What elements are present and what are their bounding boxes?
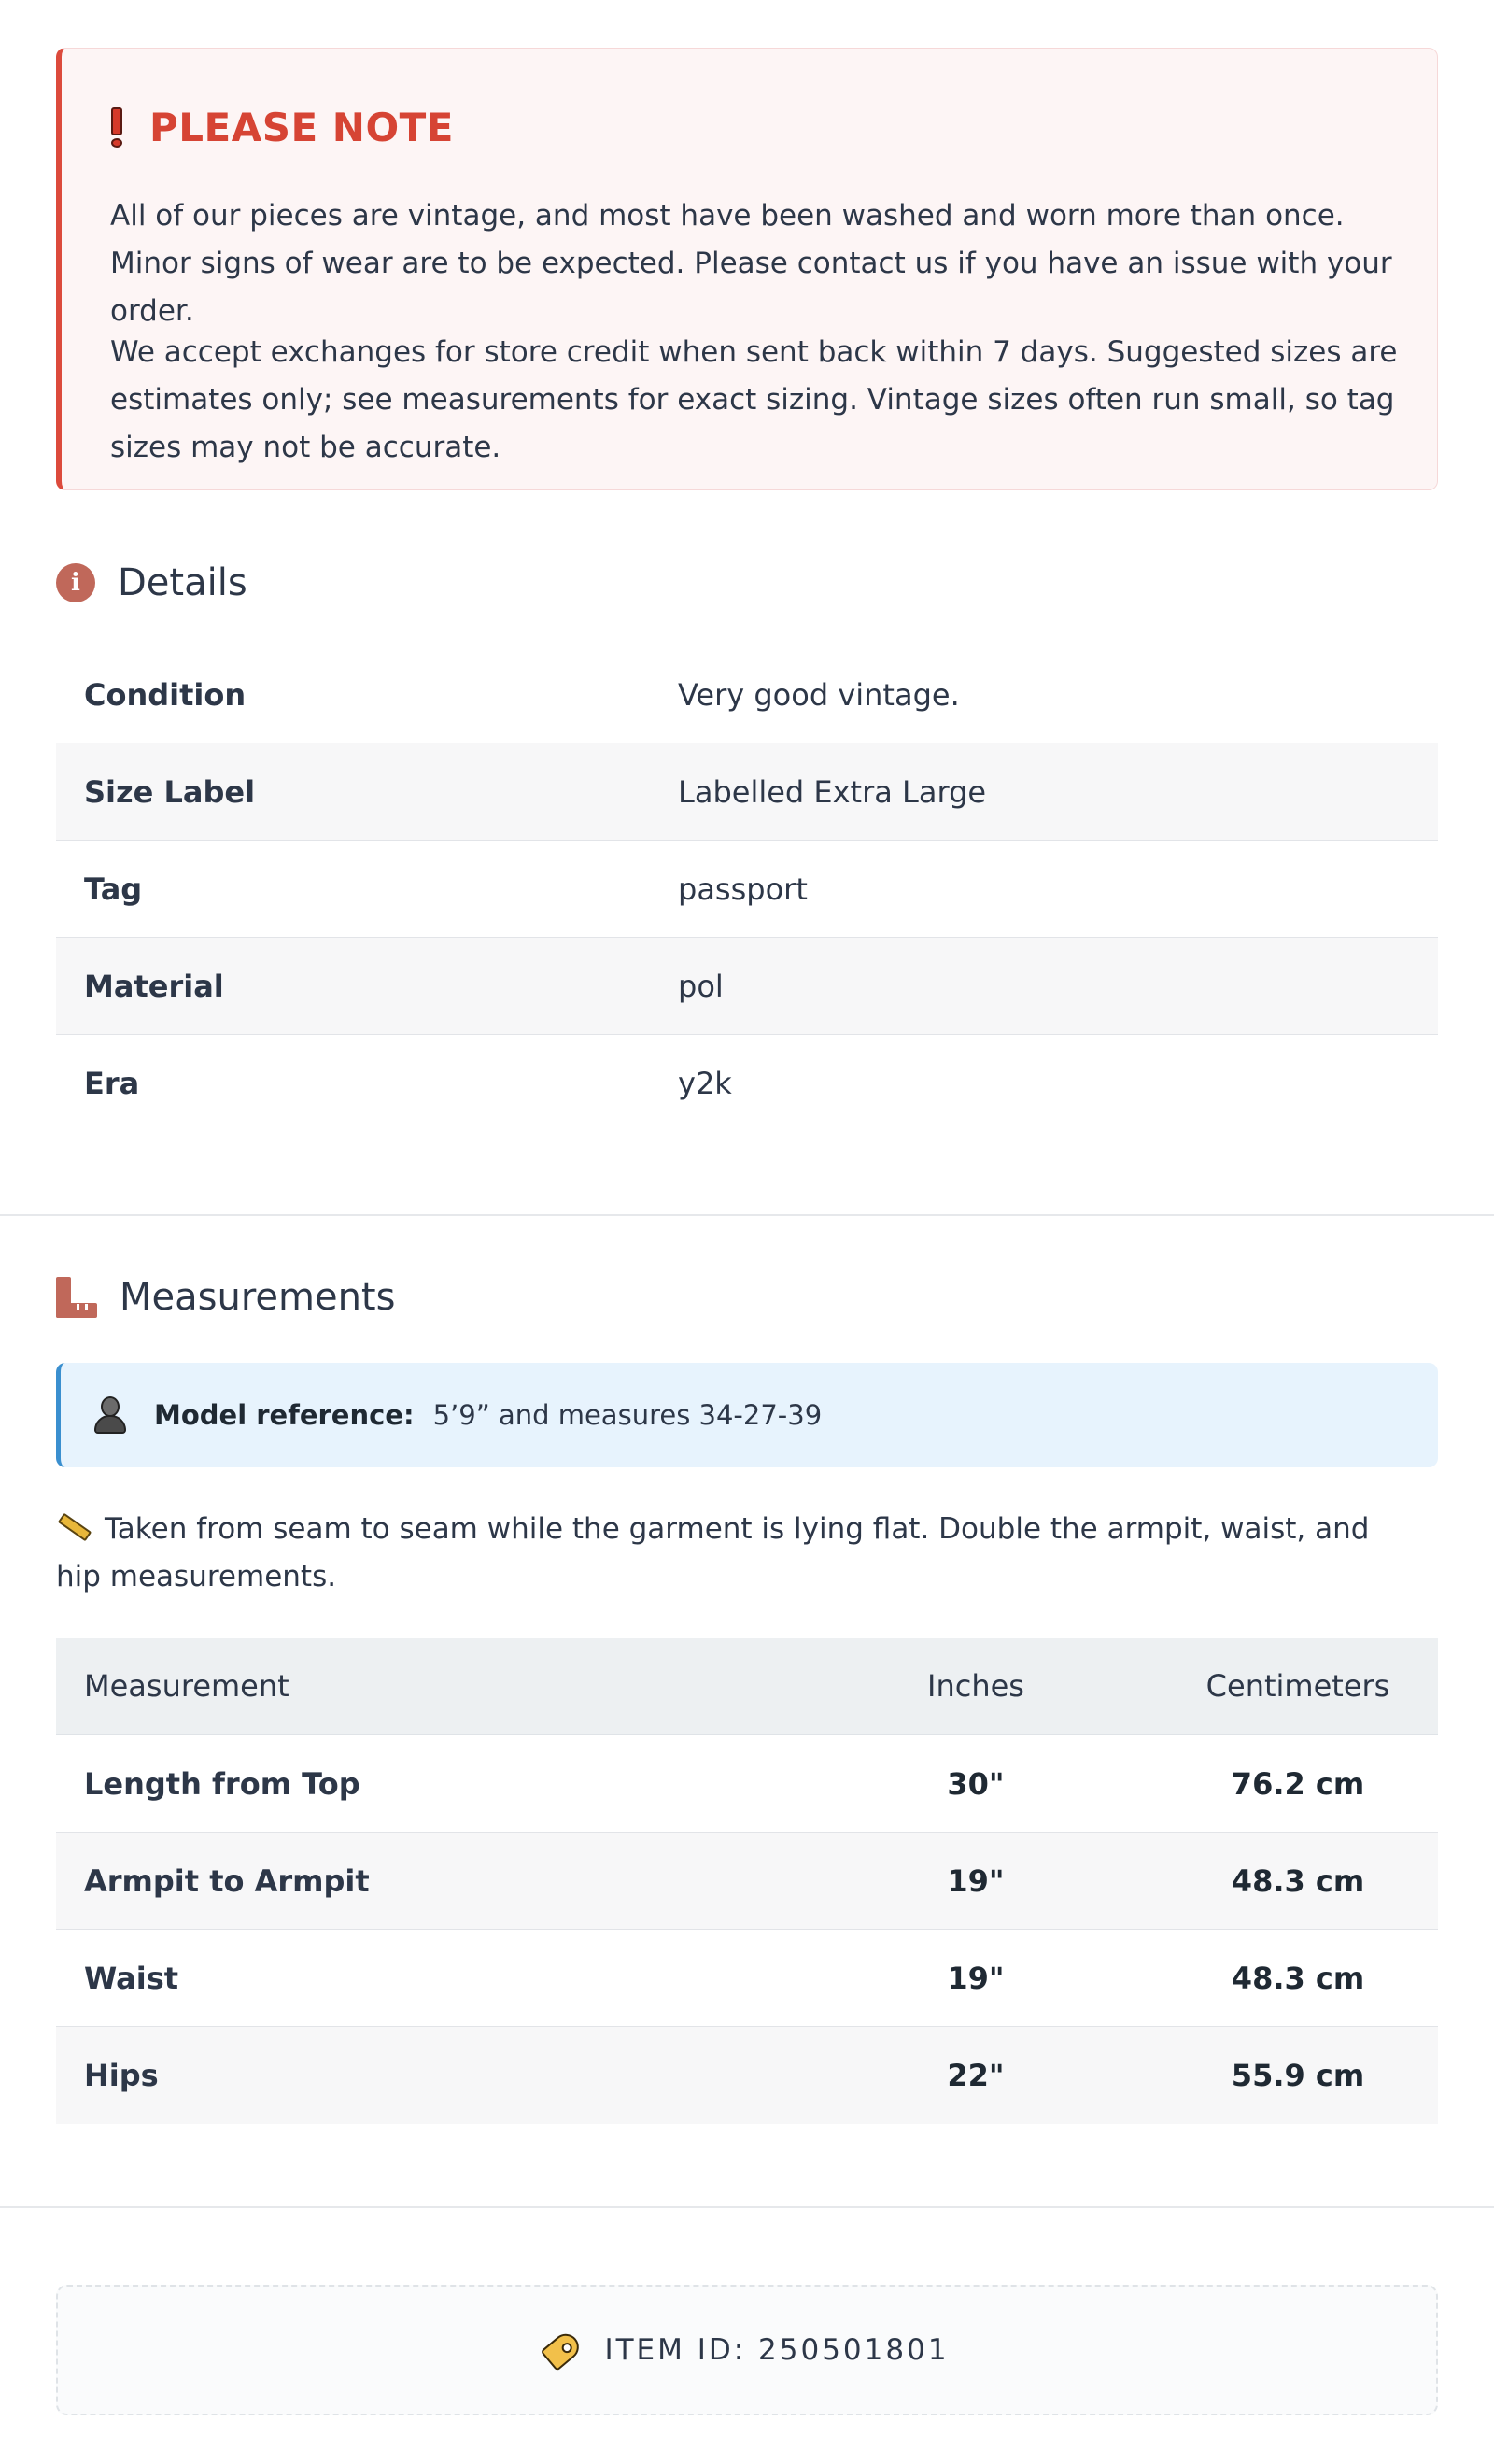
please-note-title	[110, 105, 454, 150]
please-note-box	[56, 48, 1438, 490]
model-reference-value: 5’9” and measures 34-27-39	[432, 1399, 823, 1431]
details-table	[56, 646, 1438, 1132]
details-value: pol	[678, 968, 724, 1004]
measurement-inches: 30"	[947, 1765, 1005, 1802]
model-reference-box	[56, 1363, 1438, 1467]
table-header	[56, 1638, 1438, 1735]
details-label: Size Label	[84, 773, 256, 810]
section-divider	[0, 2206, 1494, 2208]
measurement-inches: 19"	[947, 1960, 1005, 1996]
details-row-condition	[56, 646, 1438, 743]
measurement-cm: 48.3 cm	[1231, 1862, 1365, 1899]
column-header-inches: Inches	[927, 1668, 1024, 1704]
measurement-name: Length from Top	[84, 1765, 360, 1802]
details-row-tag	[56, 841, 1438, 938]
measurements-heading	[56, 1276, 395, 1319]
note-paragraph-2: We accept exchanges for store credit when sent back within 7 days. Suggested sizes are estimates only; see measurements for exact sizing. Vintage sizes often run small, so tag sizes may not be accurate.	[110, 335, 1398, 464]
measurements-table	[56, 1638, 1438, 2124]
table-row	[56, 2027, 1438, 2124]
measurement-note	[56, 1506, 1401, 1601]
item-id: ITEM ID: 250501801	[604, 2333, 950, 2367]
details-value: Labelled Extra Large	[678, 773, 987, 810]
details-value: passport	[678, 871, 808, 907]
details-label: Tag	[84, 871, 143, 907]
measurements-title: Measurements	[120, 1276, 396, 1319]
measurement-name: Armpit to Armpit	[84, 1862, 370, 1899]
details-value: y2k	[678, 1066, 732, 1101]
measurement-cm: 76.2 cm	[1231, 1765, 1365, 1802]
table-row	[56, 1833, 1438, 1930]
section-divider	[0, 1214, 1494, 1216]
tag-icon	[541, 2329, 585, 2372]
ruler-icon	[56, 1277, 97, 1318]
details-row-size-label	[56, 743, 1438, 841]
note-paragraph-1: All of our pieces are vintage, and most have been washed and worn more than once. Minor signs of wear are to be expected. Please contact us if you have an issue with your order.	[110, 199, 1392, 328]
details-label: Material	[84, 968, 224, 1004]
person-icon	[94, 1396, 126, 1434]
details-value: Very good vintage.	[678, 676, 960, 713]
measurement-cm: 55.9 cm	[1231, 2058, 1365, 2093]
measurement-note-text: Taken from seam to seam while the garment is lying flat. Double the armpit, waist, and hip measurements.	[56, 1512, 1370, 1593]
details-heading	[56, 561, 247, 604]
item-id-box	[56, 2285, 1438, 2415]
column-header-measurement: Measurement	[84, 1668, 289, 1704]
info-icon: i	[56, 563, 95, 602]
pencil-icon	[58, 1512, 92, 1540]
measurement-name: Hips	[84, 2058, 159, 2093]
measurement-cm: 48.3 cm	[1231, 1960, 1365, 1996]
exclamation-icon	[110, 107, 123, 148]
table-row	[56, 1735, 1438, 1833]
model-reference-label: Model reference:	[154, 1399, 415, 1431]
details-title: Details	[118, 561, 247, 604]
details-label: Condition	[84, 676, 247, 713]
please-note-heading: PLEASE NOTE	[149, 105, 454, 150]
details-row-era	[56, 1035, 1438, 1132]
details-row-material	[56, 938, 1438, 1035]
column-header-centimeters: Centimeters	[1205, 1668, 1390, 1704]
measurement-inches: 19"	[947, 1862, 1005, 1899]
details-label: Era	[84, 1066, 140, 1101]
measurement-inches: 22"	[947, 2058, 1005, 2093]
table-row	[56, 1930, 1438, 2027]
measurement-name: Waist	[84, 1960, 179, 1996]
